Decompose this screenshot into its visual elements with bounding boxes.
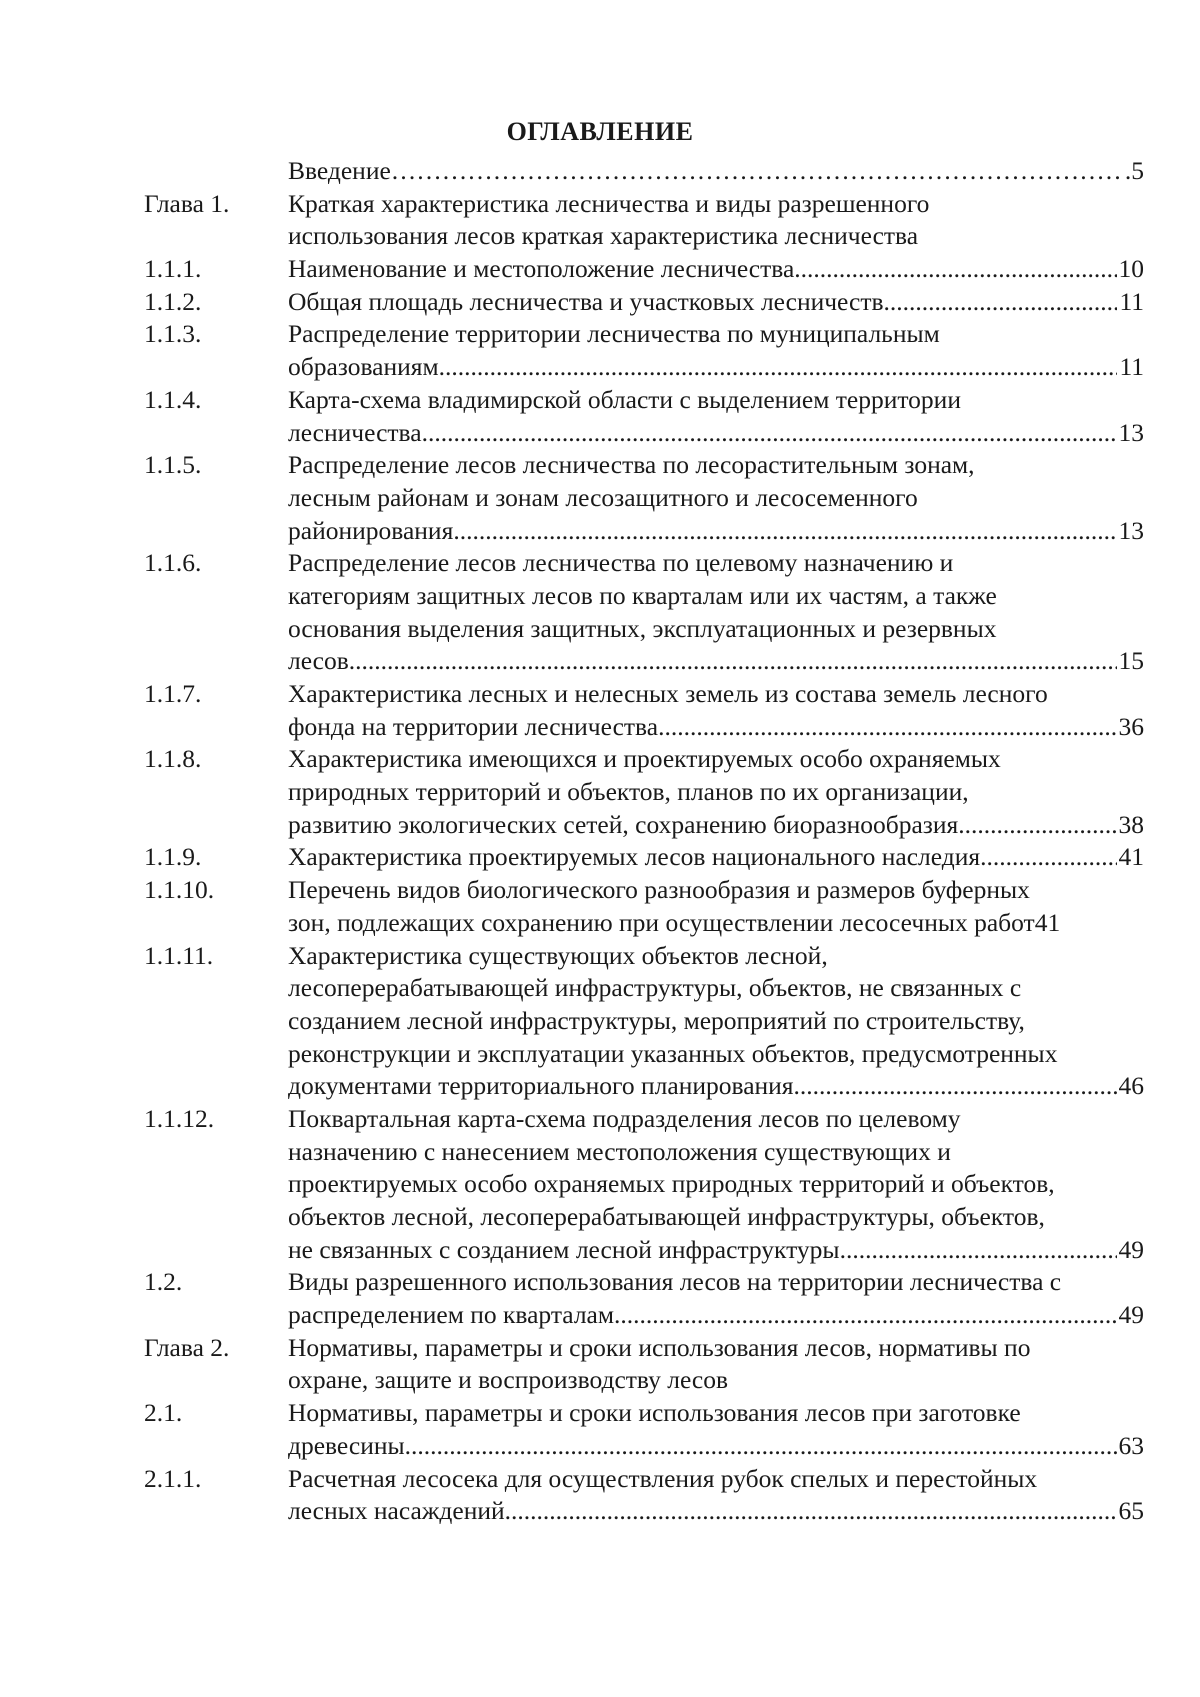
toc-entry-title-line: Наименование и местоположение лесничества	[288, 254, 795, 284]
toc-entry-title-line: Краткая характеристика лесничества и виды разрешенного	[288, 188, 930, 218]
toc-entry-page-number: 38	[1118, 809, 1144, 839]
page-title: ОГЛАВЛЕНИЕ	[506, 117, 694, 146]
toc-entry-title-line: природных территорий и объектов, планов по их организации,	[288, 777, 969, 807]
toc-entry-title-line: Карта-схема владимирской области с выделением территории	[288, 384, 961, 414]
toc-entry-title-line: Перечень видов биологического разнообразия и размеров буферных	[288, 875, 1030, 905]
toc-entry-title-line: Введение	[288, 156, 391, 185]
toc-entry-title-line: Распределение лесов лесничества по целевому назначению и	[288, 548, 954, 578]
toc-entry-body	[288, 1397, 1144, 1462]
toc-entry-number: 1.1.12.	[144, 1103, 215, 1133]
toc-entry-leader-line	[288, 286, 1144, 319]
toc-entry-title-line: лесным районам и зонам лесозащитного и лесосеменного	[288, 482, 918, 512]
dot-leader	[405, 1430, 1117, 1463]
toc-entry-title-line: лесных насаждений	[288, 1496, 505, 1526]
toc-entry-title-line: Виды разрешенного использования лесов на территории лесничества с	[288, 1267, 1062, 1297]
toc-entry-number: 1.1.10.	[144, 875, 215, 905]
toc-entry-body	[288, 743, 1144, 841]
toc-entry[interactable]	[144, 678, 1144, 743]
toc-entry-body	[288, 188, 1144, 253]
toc-entry[interactable]	[144, 188, 1144, 253]
dot-leader	[505, 1495, 1117, 1528]
toc-entry-number: 1.1.2.	[144, 286, 202, 316]
dot-leader	[980, 841, 1116, 874]
toc-entry-page-number: 41	[1034, 907, 1061, 937]
toc-entry-title-line: распределением по кварталам	[288, 1300, 614, 1330]
toc-entry[interactable]	[144, 253, 1144, 286]
toc-entry-title-line: охране, защите и воспроизводству лесов	[288, 1365, 729, 1395]
toc-entry-title-line: категориям защитных лесов по кварталам или их частям, а также	[288, 580, 997, 610]
toc-entry-title-line: лесов	[288, 646, 349, 676]
toc-entry-leader-line	[288, 645, 1144, 678]
toc-entry-number: 1.1.1.	[144, 254, 202, 284]
toc-entry-title-line: развитию экологических сетей, сохранению биоразнообразия	[288, 809, 959, 839]
toc-entry-body	[288, 253, 1144, 286]
toc-entry[interactable]	[144, 155, 1144, 188]
toc-entry-title-line: Характеристика существующих объектов лесной,	[288, 940, 828, 970]
toc-entry-page-number: .5	[1124, 156, 1144, 185]
toc-entry-number: 1.1.9.	[144, 842, 202, 872]
toc-entry-number: 1.1.8.	[144, 744, 202, 774]
toc-entry-number: Глава 1.	[144, 188, 230, 218]
toc-entry-leader-line	[288, 809, 1144, 842]
dot-leader	[658, 711, 1116, 744]
toc-entry-leader-line	[288, 253, 1144, 286]
toc-entry-page-number: 15	[1118, 646, 1144, 676]
toc-entry-title-line: древесины	[288, 1430, 405, 1460]
toc-entry[interactable]	[144, 1397, 1144, 1462]
dot-leader	[422, 417, 1117, 450]
toc-entry-body	[288, 547, 1144, 678]
toc-entry-leader-line	[288, 841, 1144, 874]
dot-leader	[614, 1299, 1117, 1332]
toc-entry-title-line: лесничества	[288, 417, 422, 447]
toc-entry[interactable]	[144, 547, 1144, 678]
toc-entry-title-line: не связанных с созданием лесной инфраструктуры	[288, 1234, 840, 1264]
toc-entry[interactable]	[144, 1266, 1144, 1331]
dot-leader	[794, 1070, 1117, 1103]
toc-entry[interactable]	[144, 1463, 1144, 1528]
toc-entry-title-line: Расчетная лесосека для осуществления рубок спелых и перестойных	[288, 1463, 1038, 1493]
toc-entry-page-number: 13	[1118, 417, 1144, 447]
toc-entry-number: 1.1.4.	[144, 384, 202, 414]
toc-entry[interactable]	[144, 1103, 1144, 1266]
toc-entry[interactable]	[144, 286, 1144, 319]
toc-entry-title-line: фонда на территории лесничества	[288, 711, 659, 741]
toc-entry-leader-line	[288, 711, 1144, 744]
toc-entry-title-line: Характеристика имеющихся и проектируемых особо охраняемых	[288, 744, 1001, 774]
toc-entry-page-number: 13	[1118, 515, 1144, 545]
toc-entry[interactable]	[144, 743, 1144, 841]
toc-entry-title-line: документами территориального планирования	[288, 1071, 794, 1101]
toc-entry-page-number: 36	[1118, 711, 1144, 741]
toc-entry-body	[288, 384, 1144, 449]
toc-entry-body	[288, 874, 1144, 939]
toc-entry-title-line: Распределение территории лесничества по муниципальным	[288, 319, 940, 349]
toc-entry-leader-line	[288, 417, 1144, 450]
toc-entry-title-line: объектов лесной, лесоперерабатывающей инфраструктуры, объектов,	[288, 1202, 1045, 1232]
toc-entry-title-line: Поквартальная карта-схема подразделения лесов по целевому	[288, 1103, 961, 1133]
toc-entry-page-number: 10	[1118, 254, 1144, 284]
toc-entry-title-line: реконструкции и эксплуатации указанных объектов, предусмотренных	[288, 1038, 1058, 1068]
dot-leader	[884, 286, 1118, 319]
toc-entry[interactable]	[144, 318, 1144, 383]
toc-entry-leader-line	[288, 1070, 1144, 1103]
toc-entry-page-number: 41	[1118, 842, 1144, 872]
toc-entry-number: 2.1.	[144, 1398, 183, 1428]
toc-entry-number: 2.1.1.	[144, 1463, 202, 1493]
toc-entry-title-line: основания выделения защитных, эксплуатационных и резервных	[288, 613, 997, 643]
toc-entry-number: 1.1.5.	[144, 450, 202, 480]
dot-leader	[958, 809, 1116, 842]
toc-entry-title-line: зон, подлежащих сохранению при осуществлении лесосечных работ	[288, 907, 1035, 937]
toc-entry[interactable]	[144, 940, 1144, 1103]
toc-entry-page-number: 11	[1119, 286, 1144, 316]
toc-entry-number: 1.1.11.	[144, 940, 214, 970]
toc-entry-page-number: 49	[1118, 1300, 1144, 1330]
toc-entry-body	[288, 286, 1144, 319]
toc-entry-leader-line	[288, 1430, 1144, 1463]
toc-entry-body	[288, 155, 1144, 188]
toc-entry-title-line: Характеристика лесных и нелесных земель из состава земель лесного	[288, 679, 1048, 709]
toc-entry[interactable]	[144, 1332, 1144, 1397]
toc-entry-leader-line	[288, 1234, 1144, 1267]
toc-entry-title-line: лесоперерабатывающей инфраструктуры, объектов, не связанных с	[288, 973, 1022, 1003]
toc-entry-title-line: созданием лесной инфраструктуры, мероприятий по строительству,	[288, 1005, 1025, 1035]
dot-leader	[391, 155, 1123, 188]
toc-entry-leader-line	[288, 155, 1144, 188]
toc-entry-page-number: 46	[1118, 1071, 1144, 1101]
toc-entry-number: 1.1.3.	[144, 319, 202, 349]
toc-entry-number: 1.1.7.	[144, 679, 202, 709]
dot-leader	[840, 1234, 1117, 1267]
toc-entry-title-line: проектируемых особо охраняемых природных территорий и объектов,	[288, 1169, 1055, 1199]
toc-entry-body	[288, 1332, 1144, 1397]
toc-entry-number: 1.1.6.	[144, 548, 202, 578]
toc-entry-title-line: Общая площадь лесничества и участковых лесничеств	[288, 286, 884, 316]
toc-entry-page-number: 65	[1118, 1496, 1144, 1526]
toc-entry[interactable]	[144, 384, 1144, 449]
toc-entry-title-line: Характеристика проектируемых лесов национального наследия	[288, 842, 981, 872]
toc-entry-leader-line	[288, 1495, 1144, 1528]
toc-entry-number: 1.2.	[144, 1267, 183, 1297]
toc-entry-body	[288, 449, 1144, 547]
toc-entry-leader-line	[288, 1299, 1144, 1332]
table-of-contents	[144, 155, 1144, 1528]
toc-entry-body	[288, 1463, 1144, 1528]
toc-entry-page-number: 11	[1119, 352, 1144, 382]
toc-entry-body	[288, 1103, 1144, 1266]
toc-entry-title-line: Нормативы, параметры и сроки использования лесов, нормативы по	[288, 1332, 1031, 1362]
dot-leader	[794, 253, 1116, 286]
toc-entry-leader-line	[288, 515, 1144, 548]
toc-entry-title-line: образованиям	[288, 352, 439, 382]
toc-entry-number: Глава 2.	[144, 1332, 230, 1362]
toc-entry[interactable]	[144, 874, 1144, 939]
toc-entry-title-line: районирования	[288, 515, 454, 545]
dot-leader	[439, 351, 1118, 384]
toc-entry[interactable]	[144, 449, 1144, 547]
toc-entry-title-line: назначению с нанесением местоположения существующих и	[288, 1136, 951, 1166]
toc-entry-body	[288, 678, 1144, 743]
toc-entry-leader-line	[288, 351, 1144, 384]
dot-leader	[349, 645, 1117, 678]
toc-entry-page-number: 49	[1118, 1234, 1144, 1264]
toc-entry-body	[288, 318, 1144, 383]
toc-entry-title-line: Распределение лесов лесничества по лесорастительным зонам,	[288, 450, 975, 480]
dot-leader	[453, 515, 1116, 548]
toc-entry-title-line: Нормативы, параметры и сроки использования лесов при заготовке	[288, 1398, 1021, 1428]
toc-entry-body	[288, 1266, 1144, 1331]
toc-entry-leader-line	[288, 907, 1144, 940]
toc-entry-title-line: использования лесов краткая характеристика лесничества	[288, 221, 919, 251]
toc-entry-body	[288, 940, 1144, 1103]
toc-entry[interactable]	[144, 841, 1144, 874]
toc-entry-page-number: 63	[1118, 1430, 1144, 1460]
toc-entry-body	[288, 841, 1144, 874]
